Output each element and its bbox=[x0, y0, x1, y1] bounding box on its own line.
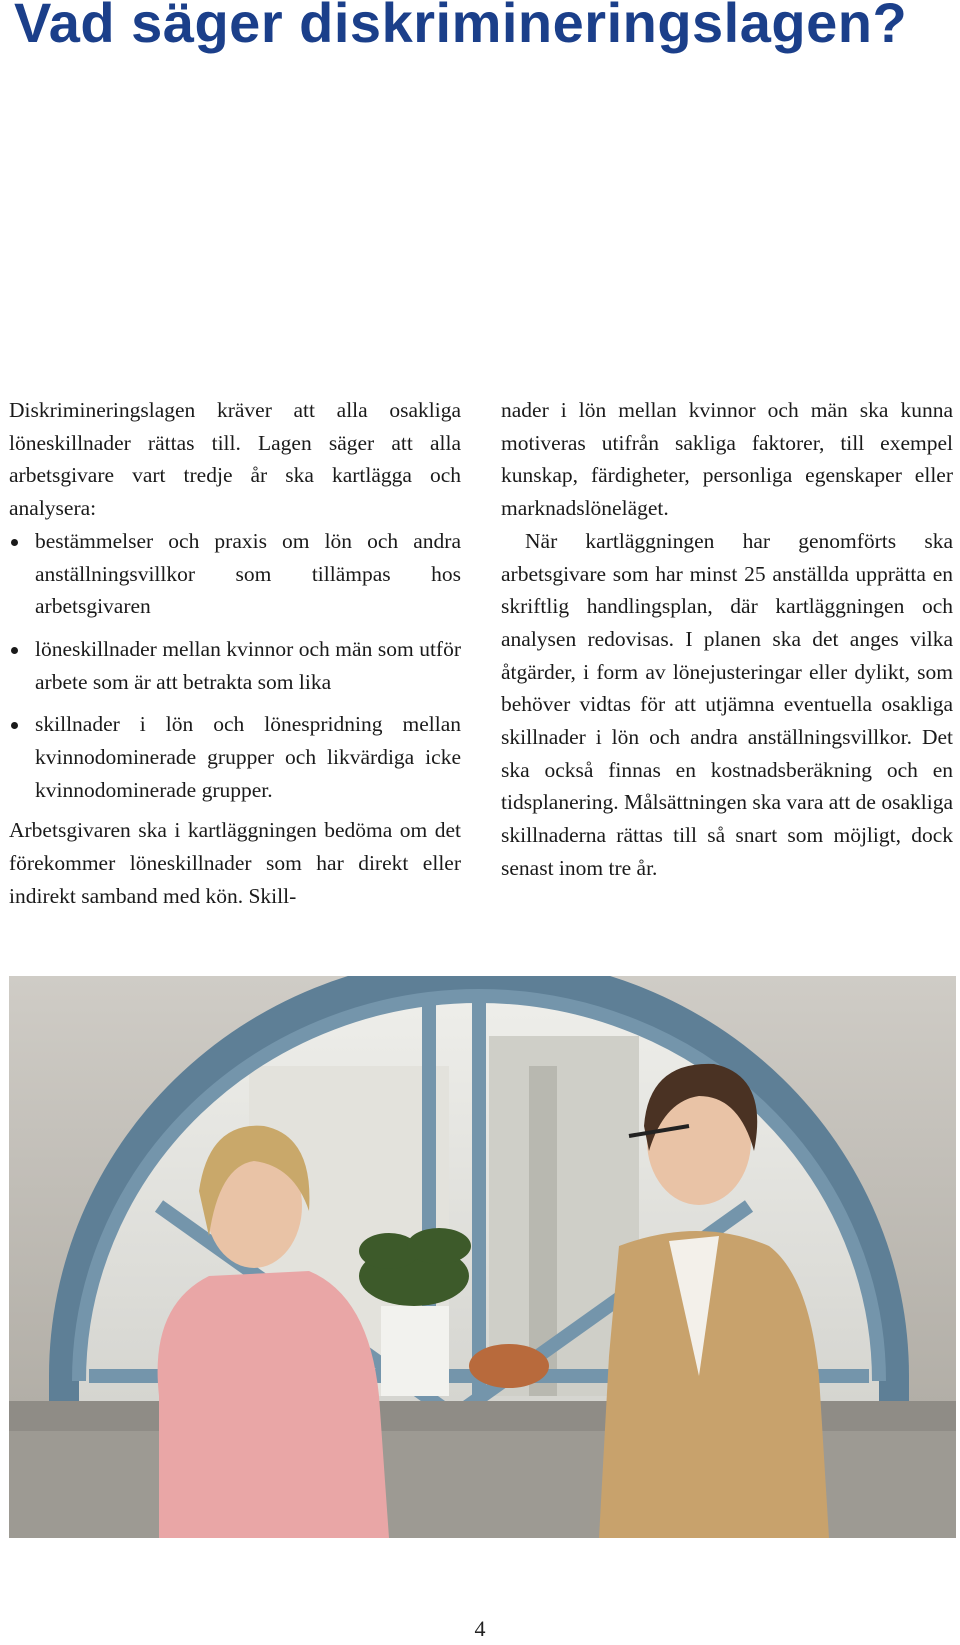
closing-paragraph: Arbetsgivaren ska i kartläggningen bedöma om det förekommer löneskillnader som har direkt eller indirekt samband med kön. Skill- bbox=[9, 818, 461, 908]
list-item: skillnader i lön och lönespridning mellan kvinnodominerade grupper och likvärdiga icke kvinnodominerade grupper. bbox=[9, 708, 461, 806]
action-plan-paragraph: När kartläggningen har genomförts ska arbetsgivare som har minst 25 anställda upprätta en skriftlig handlingsplan, där kartläggningen och analysen redovisas. I planen ska det anges vilka åtgärder, i form av lönejusteringar eller dylikt, som behöver vidtas för att utjämna eventuella osakliga skillnader i lön och andra anställningsvillkor. Det ska också finnas en kostnadsberäkning och en tidsplanering. Målsättningen ska vara att de osakliga skillnaderna rättas till så snart som möjligt, dock senast inom tre år. bbox=[501, 528, 953, 880]
continuation-paragraph: nader i lön mellan kvinnor och män ska kunna motiveras utifrån sakliga faktorer, till exempel kunskap, färdigheter, personliga egenskaper eller marknadslöneläget. bbox=[501, 398, 953, 521]
page-number: 4 bbox=[474, 1616, 486, 1641]
list-item: bestämmelser och praxis om lön och andra anställningsvillkor som tillämpas hos arbetsgivaren bbox=[9, 525, 461, 623]
left-column bbox=[9, 394, 461, 913]
requirements-list bbox=[9, 525, 461, 807]
photo bbox=[9, 976, 956, 1538]
page-title: Vad säger diskrimineringslagen? bbox=[14, 0, 908, 54]
right-column bbox=[501, 394, 953, 885]
photo-two-people-by-arched-window-icon bbox=[9, 976, 956, 1538]
intro-paragraph: Diskrimineringslagen kräver att alla osakliga löneskillnader rättas till. Lagen säger att alla arbetsgivare vart tredje år ska kartlägga och analysera: bbox=[9, 398, 461, 521]
list-item: löneskillnader mellan kvinnor och män som utför arbete som är att betrakta som lika bbox=[9, 633, 461, 698]
